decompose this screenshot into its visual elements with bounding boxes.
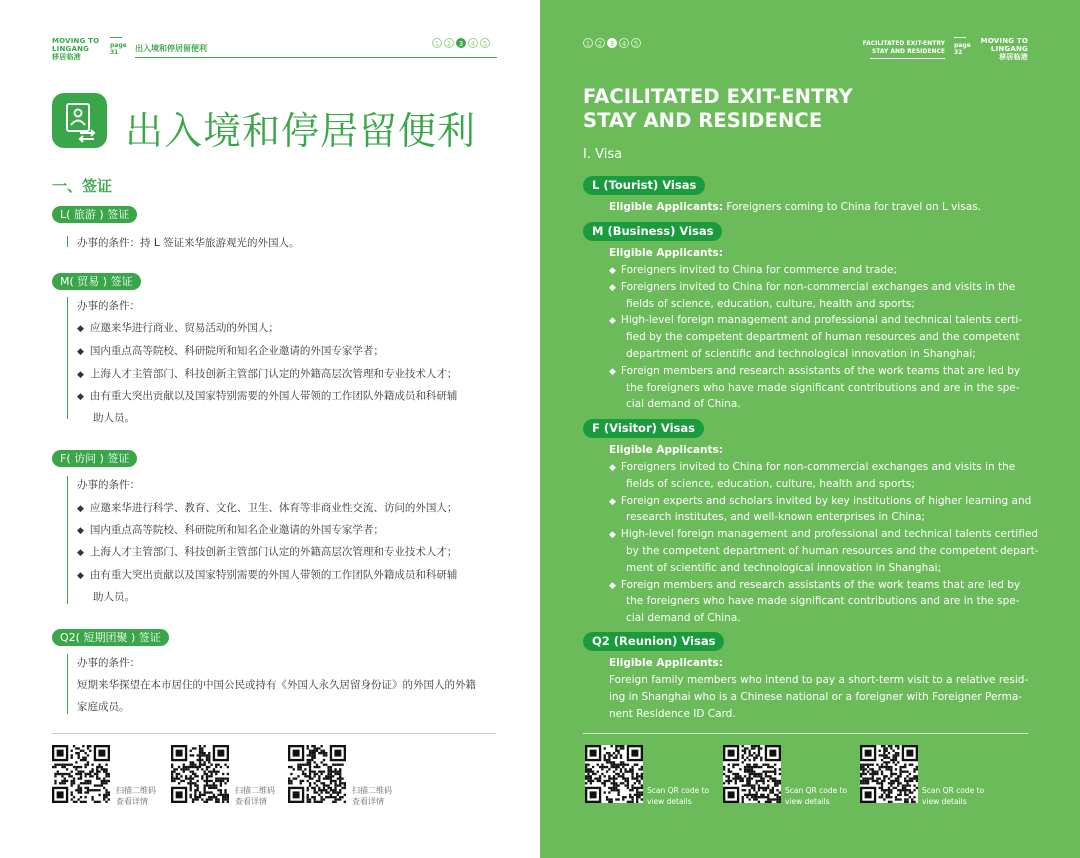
list-item: the foreigners who have made significant contributions and are in the spe- bbox=[626, 381, 1020, 394]
chapter-indicator-left bbox=[432, 38, 490, 48]
qr-code-icon[interactable] bbox=[288, 745, 346, 803]
list-item: department of scientific and technological innovation in Shanghai; bbox=[626, 348, 976, 360]
list-item: cial demand of China. bbox=[626, 398, 741, 411]
q2-visa-text-cn: 家庭成员。 bbox=[77, 701, 130, 713]
pill-m-visa-en: M (Business) Visas bbox=[583, 222, 722, 241]
pill-l-visa-en: L (Tourist) Visas bbox=[583, 176, 705, 195]
pill-q2-visa-cn: Q2( 短期团聚 ) 签证 bbox=[52, 629, 169, 646]
bullet-diamond-icon: ◆ bbox=[609, 266, 616, 276]
section-header-left: 出入境和停居留便利 bbox=[135, 44, 207, 53]
qr-code-icon[interactable] bbox=[860, 745, 918, 803]
list-item: fields of science, education, culture, health and sports; bbox=[626, 477, 915, 490]
list-item: ◆ 应邀来华进行科学、教育、文化、卫生、体育等非商业性交流、访问的外国人； bbox=[77, 502, 458, 514]
q2-visa-text-en: nent Residence ID Card. bbox=[609, 708, 736, 720]
page-title-en: FACILITATED EXIT-ENTRY STAY AND RESIDENCE bbox=[583, 85, 853, 132]
l-visa-condition-cn: 办事的条件：持 L 签证来华旅游观光的外国人。 bbox=[77, 237, 300, 249]
list-item: ◆ High-level foreign management and professional and technical talents certified bbox=[609, 528, 1039, 541]
list-item: ◆ Foreign members and research assistants of the work teams that are led by bbox=[609, 578, 1021, 591]
bullet-diamond-icon: ◆ bbox=[609, 580, 616, 591]
list-item: by the competent department of human resources and the competent depart- bbox=[626, 545, 1039, 557]
chapter-circle-3: 3 bbox=[456, 38, 466, 48]
list-item: ◆ Foreign experts and scholars invited by key institutions of higher learning and bbox=[609, 494, 1032, 507]
chapter-indicator-right bbox=[583, 38, 641, 48]
list-item: ment of scientific and technological innovation in Shanghai; bbox=[626, 561, 942, 574]
brand-logo-right: MOVING TO LINGANG 移居临港 bbox=[980, 37, 1028, 61]
accent-bar bbox=[67, 297, 68, 419]
chapter-circle-2: 2 bbox=[595, 38, 605, 48]
qr-code-icon[interactable] bbox=[171, 745, 229, 803]
bullet-diamond-icon: ◆ bbox=[609, 530, 616, 541]
q2-visa-text-en: Foreign family members who intend to pay a short-term visit to a relative resid- bbox=[609, 674, 1029, 686]
q2-visa-label-en: Eligible Applicants: bbox=[609, 657, 723, 669]
qr-caption: Scan QR code to view details bbox=[922, 786, 985, 806]
qr-caption: 扫描二维码 查看详情 bbox=[352, 786, 392, 806]
header-rule-left bbox=[135, 57, 497, 58]
list-item: ◆ Foreigners invited to China for commerce and trade; bbox=[609, 264, 898, 276]
page-number-right: page 32 bbox=[954, 37, 971, 56]
page-number-left: page 31 bbox=[110, 37, 127, 56]
list-item: ◆ 应邀来华进行商业、贸易活动的外国人； bbox=[77, 322, 279, 334]
page-title-cn: 出入境和停居留便利 bbox=[125, 109, 477, 153]
header-rule-right bbox=[870, 58, 945, 59]
m-visa-label-en: Eligible Applicants: bbox=[609, 247, 723, 259]
list-item: the foreigners who have made significant contributions and are in the spe- bbox=[626, 595, 1020, 608]
qr-caption: Scan QR code to view details bbox=[785, 786, 848, 806]
chapter-circle-4: 4 bbox=[619, 38, 629, 48]
pill-l-visa-cn: L( 旅游 ) 签证 bbox=[52, 206, 137, 223]
chapter-circle-4: 4 bbox=[468, 38, 478, 48]
bullet-diamond-icon: ◆ bbox=[609, 463, 616, 473]
bullet-diamond-icon: ◆ bbox=[609, 316, 616, 327]
section-heading-visa-en: I. Visa bbox=[583, 147, 623, 162]
list-item: ◆ 上海人才主管部门、科技创新主管部门认定的外籍高层次管理和专业技术人才； bbox=[77, 546, 458, 558]
q2-visa-text-cn: 短期来华探望在本市居住的中国公民或持有《外国人永久居留身份证》的外国人的外籍 bbox=[77, 679, 476, 691]
accent-bar bbox=[67, 476, 68, 604]
list-item: fied by the competent department of human resources and the competent bbox=[626, 331, 1020, 344]
list-item: ◆ 由有重大突出贡献以及国家特别需要的外国人带领的工作团队外籍成员和科研辅 bbox=[77, 390, 458, 402]
bullet-diamond-icon: ◆ bbox=[609, 282, 616, 293]
accent-bar bbox=[67, 654, 68, 714]
list-item: ◆ Foreigners invited to China for non-commercial exchanges and visits in the bbox=[609, 280, 1016, 293]
chapter-circle-3: 3 bbox=[607, 38, 617, 48]
footer-divider-left bbox=[52, 733, 496, 734]
qr-code-icon[interactable] bbox=[723, 745, 781, 803]
list-item: cial demand of China. bbox=[626, 612, 741, 625]
chapter-circle-1: 1 bbox=[432, 38, 442, 48]
m-visa-condition-label-cn: 办事的条件： bbox=[77, 300, 140, 312]
f-visa-condition-label-cn: 办事的条件： bbox=[77, 479, 140, 491]
q2-visa-text-en: ing in Shanghai who is a Chinese national or a foreigner with Foreigner Perma- bbox=[609, 691, 1023, 703]
list-item: ◆ High-level foreign management and professional and technical talents certi- bbox=[609, 314, 1023, 327]
chapter-circle-5: 5 bbox=[631, 38, 641, 48]
list-item: ◆ Foreign members and research assistants of the work teams that are led by bbox=[609, 364, 1021, 377]
list-item: ◆ 由有重大突出贡献以及国家特别需要的外国人带领的工作团队外籍成员和科研辅 bbox=[77, 569, 458, 581]
qr-caption: Scan QR code to view details bbox=[647, 786, 710, 806]
bullet-diamond-icon: ◆ bbox=[609, 496, 616, 507]
list-item: ◆ 国内重点高等院校、科研院所和知名企业邀请的外国专家学者； bbox=[77, 345, 384, 357]
list-item: ◆ 国内重点高等院校、科研院所和知名企业邀请的外国专家学者； bbox=[77, 524, 384, 536]
right-page bbox=[540, 0, 1080, 858]
brand-logo-left: MOVING TO LINGANG 移居临港 bbox=[52, 37, 100, 61]
chapter-circle-2: 2 bbox=[444, 38, 454, 48]
list-item-continuation: 助人员。 bbox=[93, 412, 135, 424]
pill-q2-visa-en: Q2 (Reunion) Visas bbox=[583, 632, 724, 651]
list-item-continuation: 助人员。 bbox=[93, 591, 135, 603]
f-visa-label-en: Eligible Applicants: bbox=[609, 444, 723, 456]
user-transfer-icon bbox=[52, 93, 107, 148]
footer-divider-right bbox=[583, 733, 1028, 734]
section-heading-visa-cn: 一、签证 bbox=[52, 177, 113, 195]
list-item: ◆ 上海人才主管部门、科技创新主管部门认定的外籍高层次管理和专业技术人才； bbox=[77, 368, 458, 380]
list-item: fields of science, education, culture, health and sports; bbox=[626, 297, 915, 310]
chapter-circle-5: 5 bbox=[480, 38, 490, 48]
qr-code-icon[interactable] bbox=[52, 745, 110, 803]
pill-f-visa-cn: F( 访问 ) 签证 bbox=[52, 450, 137, 467]
qr-caption: 扫描二维码 查看详情 bbox=[235, 786, 275, 806]
pill-f-visa-en: F (Visitor) Visas bbox=[583, 419, 704, 438]
accent-bar bbox=[67, 236, 68, 247]
section-header-right: FACILITATED EXIT-ENTRY STAY AND RESIDENCE bbox=[862, 40, 945, 55]
pill-m-visa-cn: M( 贸易 ) 签证 bbox=[52, 273, 141, 290]
qr-caption: 扫描二维码 查看详情 bbox=[116, 786, 156, 806]
list-item: research institutes, and well-known enterprises in China; bbox=[626, 511, 925, 524]
qr-code-icon[interactable] bbox=[585, 745, 643, 803]
chapter-circle-1: 1 bbox=[583, 38, 593, 48]
l-visa-text-en: Eligible Applicants: Foreigners coming to China for travel on L visas. bbox=[609, 201, 982, 213]
list-item: ◆ Foreigners invited to China for non-commercial exchanges and visits in the bbox=[609, 461, 1016, 473]
bullet-diamond-icon: ◆ bbox=[609, 366, 616, 377]
q2-visa-condition-label-cn: 办事的条件： bbox=[77, 657, 140, 669]
